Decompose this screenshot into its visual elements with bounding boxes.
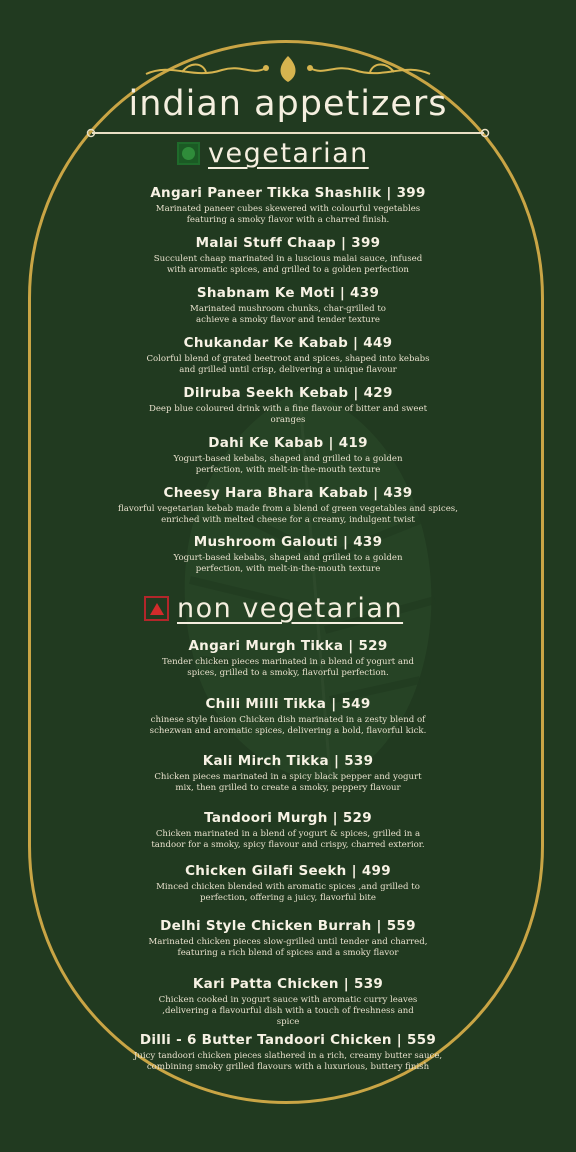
menu-item-name: Tandoori Murgh | 529 — [204, 810, 372, 826]
menu-item-name: Chili Milli Tikka | 549 — [205, 696, 371, 712]
menu-item-description: Chicken cooked in yogurt sauce with aromatic curry leaves ,delivering a flavourful dish with a touch of freshness and spice — [158, 995, 418, 1027]
menu-item-description: Marinated mushroom chunks, char-grilled to achieve a smoky flavor and tender texture — [190, 304, 386, 325]
menu-item-name: Mushroom Galouti | 439 — [193, 534, 383, 550]
menu-item — [0, 918, 576, 959]
menu-item-description: Succulent chaap marinated in a luscious malai sauce, infused with aromatic spices, and grilled to a golden perfection — [153, 254, 423, 275]
menu-item — [0, 638, 576, 679]
menu-item — [0, 435, 576, 476]
section-label-non-vegetarian: non vegetarian — [177, 593, 404, 624]
menu-item-name: Kali Mirch Tikka | 539 — [202, 753, 374, 769]
menu-item — [0, 863, 576, 904]
menu-item-name: Shabnam Ke Moti | 439 — [196, 285, 380, 301]
menu-item — [0, 753, 576, 794]
menu-item — [0, 696, 576, 737]
menu-item-description: Deep blue coloured drink with a fine flavour of bitter and sweet oranges — [148, 404, 428, 425]
veg-dot-icon — [177, 142, 200, 165]
menu-item-name: Dahi Ke Kabab | 419 — [208, 435, 368, 451]
menu-item-name: Malai Stuff Chaap | 399 — [195, 235, 381, 251]
menu-item — [0, 485, 576, 526]
menu-item-description: Yogurt-based kebabs, shaped and grilled to a golden perfection, with melt-in-the-mouth texture — [173, 553, 403, 574]
menu-item-name: Chicken Gilafi Seekh | 499 — [185, 863, 391, 879]
menu-item-name: Angari Paneer Tikka Shashlik | 399 — [150, 185, 426, 201]
menu-item — [0, 285, 576, 326]
menu-item-name: Chukandar Ke Kabab | 449 — [183, 335, 393, 351]
menu-item-name: Angari Murgh Tikka | 529 — [188, 638, 388, 654]
menu-item-description: Marinated paneer cubes skewered with colourful vegetables featuring a smoky flavor with a charred finish. — [155, 204, 421, 225]
menu-item-description: chinese style fusion Chicken dish marinated in a zesty blend of schezwan and aromatic spices, delivering a bold, flavorful kick. — [149, 715, 427, 736]
menu-item-name: Kari Patta Chicken | 539 — [192, 976, 384, 992]
menu-item-name: Cheesy Hara Bhara Kabab | 439 — [163, 485, 413, 501]
section-label-vegetarian: vegetarian — [208, 138, 369, 169]
menu-item-description: Chicken pieces marinated in a spicy black pepper and yogurt mix, then grilled to create a smoky, peppery flavour — [154, 772, 422, 793]
gold-flourish-ornament — [142, 54, 434, 86]
menu-item — [0, 1032, 576, 1073]
menu-item-description: Minced chicken blended with aromatic spices ,and grilled to perfection, offering a juicy, flavorful bite — [156, 882, 420, 903]
menu-item — [0, 534, 576, 575]
menu-item-description: Tender chicken pieces marinated in a blend of yogurt and spices, grilled to a smoky, flavorful perfection. — [161, 657, 415, 678]
menu-item — [0, 185, 576, 226]
menu-item — [0, 235, 576, 276]
page-title: indian appetizers — [128, 84, 448, 124]
nonveg-triangle-icon — [144, 596, 169, 621]
menu-item — [0, 385, 576, 426]
menu-item-description: Colorful blend of grated beetroot and spices, shaped into kebabs and grilled until crisp, delivering a unique flavour — [146, 354, 430, 375]
menu-item — [0, 335, 576, 376]
section-vegetarian — [177, 138, 369, 169]
menu-item — [0, 810, 576, 851]
menu-item-description: Yogurt-based kebabs, shaped and grilled to a golden perfection, with melt-in-the-mouth texture — [173, 454, 403, 475]
menu-item-name: Dilruba Seekh Kebab | 429 — [183, 385, 393, 401]
section-non-vegetarian — [144, 593, 403, 624]
menu-item-description: flavorful vegetarian kebab made from a blend of green vegetables and spices, enriched with melted cheese for a creamy, indulgent twist — [118, 504, 458, 525]
menu-item-name: Dilli - 6 Butter Tandoori Chicken | 559 — [139, 1032, 437, 1048]
menu-item-name: Delhi Style Chicken Burrah | 559 — [160, 918, 416, 934]
menu-item-description: Chicken marinated in a blend of yogurt & spices, grilled in a tandoor for a smoky, spicy flavour and crispy, charred exterior. — [151, 829, 425, 850]
menu-item-description: Marinated chicken pieces slow-grilled until tender and charred, featuring a rich blend of spices and a smoky flavor — [148, 937, 428, 958]
menu-item-description: Juicy tandoori chicken pieces slathered in a rich, creamy butter sauce, combining smoky grilled flavours with a luxurious, buttery finish — [133, 1051, 443, 1072]
menu-item — [0, 976, 576, 1028]
